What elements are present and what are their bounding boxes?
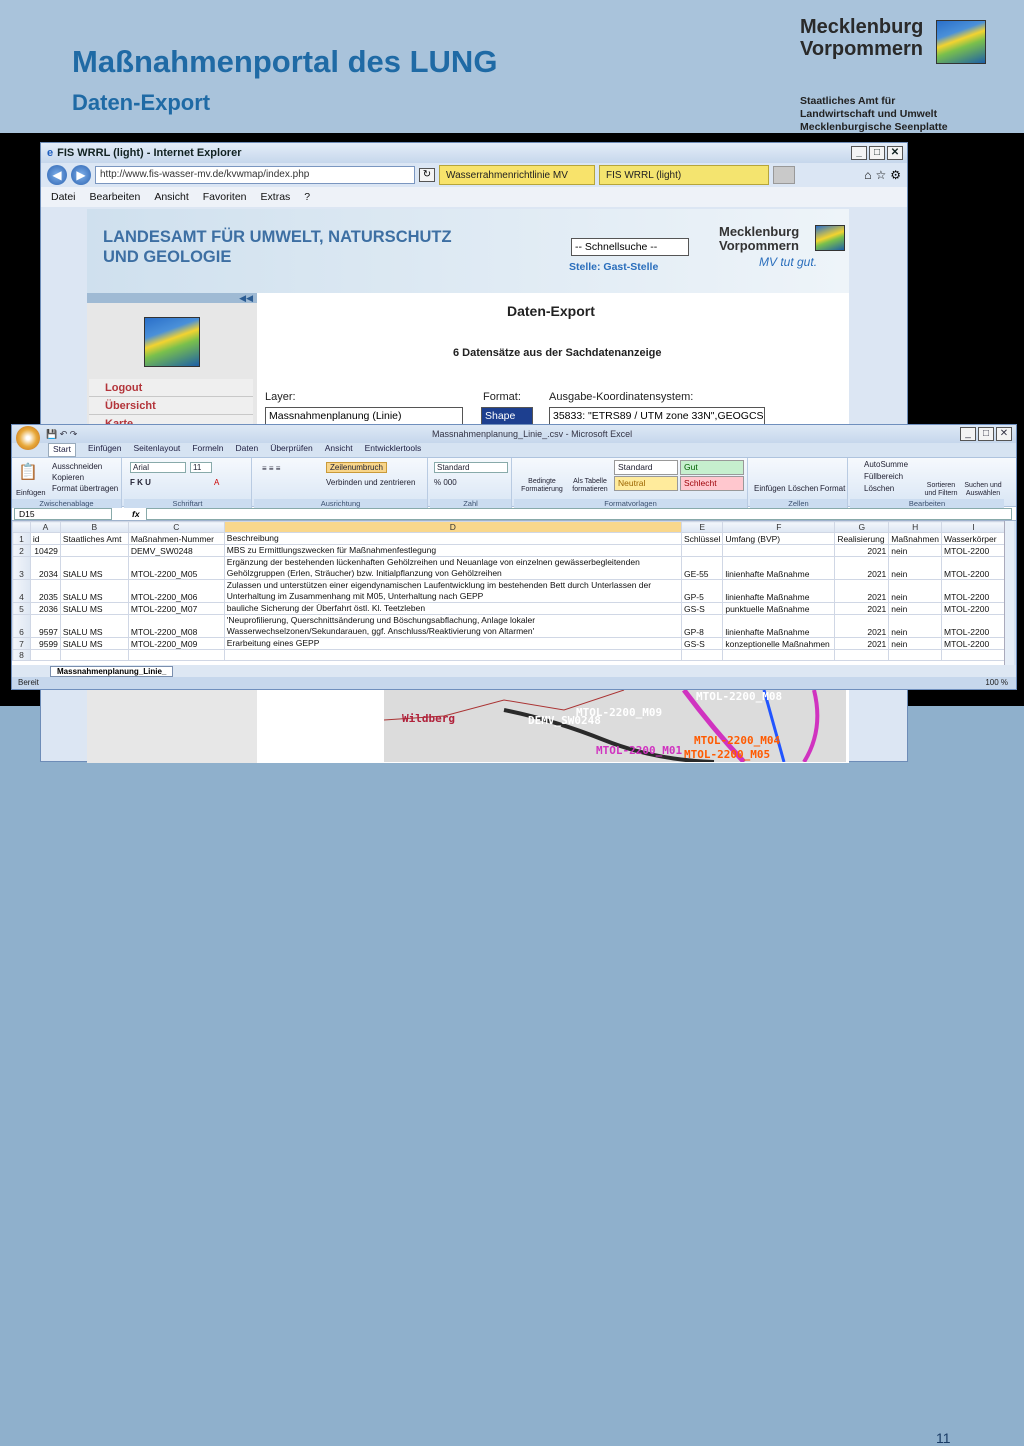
row-header[interactable]: 3 (13, 557, 31, 580)
sidebar-logo-icon (144, 317, 200, 367)
cells-label: Zellen (750, 499, 847, 508)
group-clipboard (12, 458, 122, 508)
col-header-h[interactable]: H (889, 522, 942, 533)
cell-h[interactable]: nein (889, 580, 942, 603)
back-icon[interactable]: ◀ (47, 165, 67, 185)
office-button[interactable] (16, 426, 40, 450)
percent-icon[interactable]: % 000 (434, 478, 457, 487)
cell-c[interactable] (128, 650, 224, 661)
cell-g[interactable]: 2021 (835, 580, 889, 603)
close-button[interactable]: ✕ (887, 146, 903, 160)
cell-a[interactable]: 10429 (30, 545, 60, 557)
minimize-button[interactable]: _ (851, 146, 867, 160)
tab-daten[interactable]: Daten (235, 443, 259, 453)
tab-ansicht[interactable]: Ansicht (324, 443, 353, 453)
number-label: Zahl (430, 499, 511, 508)
font-color-icon[interactable]: A (214, 478, 220, 487)
cell-a[interactable]: 9599 (30, 638, 60, 650)
cell-f[interactable]: linienhafte Maßnahme (723, 557, 835, 580)
cell-i[interactable]: MTOL-2200 (942, 603, 1006, 615)
tab-wrrl[interactable]: Wasserrahmenrichtlinie MV (439, 165, 595, 185)
col-header-f[interactable]: F (723, 522, 835, 533)
amt-line1: Staatliches Amt für (800, 95, 896, 107)
cell-h[interactable]: nein (889, 638, 942, 650)
cell-a[interactable]: 9597 (30, 615, 60, 638)
map-label-m09: MTOL-2200_M09 (576, 706, 663, 719)
clipboard-label: Zwischenablage (12, 499, 121, 508)
amt-text (800, 95, 948, 134)
format-select[interactable]: Shape (481, 407, 533, 425)
cell-e[interactable] (681, 545, 722, 557)
schnellsuche-select[interactable]: -- Schnellsuche -- (571, 238, 689, 256)
cell-h[interactable]: nein (889, 603, 942, 615)
cell-f[interactable]: linienhafte Maßnahme (723, 580, 835, 603)
col-header-i[interactable]: I (942, 522, 1006, 533)
ie-title: FIS WRRL (light) - Internet Explorer (57, 147, 242, 159)
map-label-m01: MTOL-2200_M01 (596, 744, 683, 757)
table-row (13, 557, 1006, 580)
style-standard[interactable]: Standard (614, 460, 678, 475)
home-icon[interactable]: ⌂ (864, 168, 872, 182)
layer-label: Layer: (265, 391, 296, 403)
font-size-select[interactable]: 11 (190, 462, 212, 473)
ie-menubar (41, 187, 907, 207)
mv-logo-line2: Vorpommern (800, 38, 923, 60)
slide-subtitle: Daten-Export (72, 90, 211, 115)
amt-line3: Mecklenburgische Seenplatte (800, 121, 948, 133)
cell-e[interactable]: Schlüssel (681, 533, 722, 545)
map-fragment (384, 690, 846, 762)
row-header[interactable]: 6 (13, 615, 31, 638)
cell-a[interactable]: id (30, 533, 60, 545)
cell-f[interactable] (723, 650, 835, 661)
lung-header (87, 209, 849, 293)
row-header[interactable]: 8 (13, 650, 31, 661)
sidebar-item-logout[interactable]: Logout (89, 379, 253, 397)
col-header-c[interactable]: C (128, 522, 224, 533)
group-alignment (254, 458, 428, 508)
sidebar-item-uebersicht[interactable]: Übersicht (89, 397, 253, 415)
cell-b[interactable] (60, 650, 128, 661)
cell-b[interactable] (60, 545, 128, 557)
cell-a[interactable] (30, 650, 60, 661)
font-name-select[interactable]: Arial (130, 462, 186, 473)
map-label-m04: MTOL-2200_M04 (694, 734, 781, 747)
select-all[interactable] (13, 522, 31, 533)
excel-close-button[interactable]: ✕ (996, 427, 1012, 441)
coord-label: Ausgabe-Koordinatensystem: (549, 391, 694, 403)
address-toolbar (41, 163, 907, 187)
table-row (13, 580, 1006, 603)
cell-e[interactable]: GS-S (681, 638, 722, 650)
tab-start[interactable]: Start (48, 443, 76, 457)
formula-bar (12, 507, 1016, 521)
export-count: 6 Datensätze aus der Sachdatenanzeige (453, 347, 662, 359)
sheet-tab[interactable]: Massnahmenplanung_Linie_ (50, 666, 173, 677)
cell-c[interactable]: DEMV_SW0248 (128, 545, 224, 557)
new-tab-button[interactable] (773, 166, 795, 184)
mv-logo-line1: Mecklenburg (800, 16, 924, 38)
cell-e[interactable]: GE-55 (681, 557, 722, 580)
menu-ansicht[interactable]: Ansicht (154, 191, 189, 203)
paste-icon[interactable]: 📋 (18, 464, 38, 481)
cut-button[interactable]: Ausschneiden (52, 462, 103, 471)
style-neutral[interactable]: Neutral (614, 476, 678, 491)
column-header-row (13, 522, 1006, 533)
ribbon (12, 457, 1016, 507)
zoom-level[interactable]: 100 % (985, 678, 1008, 687)
cell-e[interactable] (681, 650, 722, 661)
collapse-icon[interactable]: ◀◀ (87, 293, 257, 303)
menu-bearbeiten[interactable]: Bearbeiten (89, 191, 141, 203)
group-font (124, 458, 252, 508)
tab-fis-wrrl[interactable]: FIS WRRL (light) (599, 165, 769, 185)
cell-d[interactable]: bauliche Sicherung der Überfahrt östl. Kl. Teetzleben (224, 603, 681, 615)
forward-icon[interactable]: ▶ (71, 165, 91, 185)
table-row (13, 638, 1006, 650)
cell-b[interactable]: StALU MS (60, 580, 128, 603)
cell-h[interactable]: nein (889, 545, 942, 557)
refresh-icon[interactable]: ↻ (419, 168, 435, 182)
sort-filter-button[interactable]: Sortieren und Filtern (924, 482, 958, 497)
coord-select[interactable]: 35833: "ETRS89 / UTM zone 33N",GEOGCS (549, 407, 765, 425)
clear-button[interactable]: Löschen (864, 484, 895, 493)
cell-g[interactable]: 2021 (835, 545, 889, 557)
slogan: MV tut gut. (759, 255, 818, 269)
favorites-icon[interactable]: ☆ (875, 168, 887, 182)
cell-i[interactable]: MTOL-2200 (942, 557, 1006, 580)
sheet-tabs (12, 665, 1016, 677)
lung-logo: Mecklenburg Vorpommern (719, 224, 800, 253)
formula-input[interactable] (146, 508, 1012, 520)
cell-d[interactable]: Zulassen und unterstützen einer eigendynamischen Laufentwicklung im bestehenden Bett durch Unterlassen der Unterhaltung im Zusammenhang mit M05, Unterhaltung nach GEPP (224, 580, 681, 603)
ie-titlebar (41, 143, 907, 163)
cell-c[interactable]: MTOL-2200_M09 (128, 638, 224, 650)
cell-b[interactable]: StALU MS (60, 603, 128, 615)
group-editing (850, 458, 1004, 508)
cell-i[interactable]: MTOL-2200 (942, 580, 1006, 603)
tab-einfuegen[interactable]: Einfügen (87, 443, 122, 453)
format-cells-button[interactable]: Format (820, 484, 846, 493)
excel-maximize-button[interactable]: □ (978, 427, 994, 441)
slide-header (0, 0, 1024, 133)
stelle-label: Stelle: Gast-Stelle (569, 261, 659, 273)
cell-d[interactable]: Erarbeitung eines GEPP (224, 638, 681, 650)
cell-d[interactable] (224, 650, 681, 661)
cell-e[interactable]: GP-8 (681, 615, 722, 638)
cell-i[interactable]: MTOL-2200 (942, 545, 1006, 557)
vertical-scrollbar[interactable] (1004, 521, 1014, 665)
cell-d[interactable]: MBS zu Ermittlungszwecken für Maßnahmenfestlegung (224, 545, 681, 557)
tab-formeln[interactable]: Formeln (192, 443, 224, 453)
tab-entwicklertools[interactable]: Entwicklertools (364, 443, 422, 453)
lung-flag-icon (815, 225, 845, 251)
page-number: 11 (936, 1430, 951, 1446)
gear-icon[interactable]: ⚙ (890, 168, 901, 182)
cell-a[interactable]: 2036 (30, 603, 60, 615)
cell-f[interactable]: Umfang (BVP) (723, 533, 835, 545)
ribbon-tabs (12, 443, 1016, 457)
tab-seitenlayout[interactable]: Seitenlayout (133, 443, 181, 453)
menu-extras[interactable]: Extras (260, 191, 291, 203)
group-number (430, 458, 512, 508)
cell-g[interactable]: 2021 (835, 557, 889, 580)
address-input[interactable]: http://www.fis-wasser-mv.de/kvwmap/index.php (95, 166, 415, 184)
ie-icon: e (47, 147, 54, 159)
group-cells (750, 458, 848, 508)
slide-title: Maßnahmenportal des LUNG (72, 44, 498, 79)
cell-d[interactable]: Beschreibung (224, 533, 681, 545)
menu-datei[interactable]: Datei (51, 191, 76, 203)
style-schlecht[interactable]: Schlecht (680, 476, 744, 491)
map-label-wildberg: Wildberg (402, 712, 455, 725)
cell-h[interactable]: Maßnahmen (889, 533, 942, 545)
cell-a[interactable]: 2034 (30, 557, 60, 580)
cell-f[interactable]: konzeptionelle Maßnahmen (723, 638, 835, 650)
sheet-table (12, 521, 1006, 661)
format-as-table-button[interactable]: Als Tabelle formatieren (572, 478, 608, 493)
lung-title: LANDESAMT FÜR UMWELT, NATURSCHUTZ UND GEOLOGIE (103, 228, 452, 266)
cell-c[interactable]: MTOL-2200_M06 (128, 580, 224, 603)
map-label-m08: MTOL-2200_M08 (696, 690, 783, 703)
col-header-g[interactable]: G (835, 522, 889, 533)
fx-icon[interactable]: fx (132, 508, 140, 519)
paste-button[interactable]: Einfügen (16, 488, 46, 497)
excel-minimize-button[interactable]: _ (960, 427, 976, 441)
cell-g[interactable] (835, 650, 889, 661)
cell-i[interactable]: MTOL-2200 (942, 615, 1006, 638)
cell-h[interactable]: nein (889, 615, 942, 638)
layer-select[interactable]: Massnahmenplanung (Linie) (265, 407, 463, 425)
style-gut[interactable]: Gut (680, 460, 744, 475)
table-row (13, 533, 1006, 545)
cell-g[interactable]: 2021 (835, 638, 889, 650)
cell-e[interactable]: GS-S (681, 603, 722, 615)
font-label: Schriftart (124, 499, 251, 508)
cell-b[interactable]: StALU MS (60, 638, 128, 650)
cell-h[interactable]: nein (889, 557, 942, 580)
col-header-a[interactable]: A (30, 522, 60, 533)
row-header[interactable]: 4 (13, 580, 31, 603)
row-header[interactable]: 1 (13, 533, 31, 545)
find-select-button[interactable]: Suchen und Auswählen (964, 482, 1002, 497)
delete-cells-button[interactable]: Löschen (788, 484, 819, 493)
table-row (13, 603, 1006, 615)
cell-e[interactable]: GP-5 (681, 580, 722, 603)
map-label-demv: DEMV_SW0248 (528, 714, 601, 727)
excel-title: Massnahmenplanung_Linie_.csv - Microsoft Excel (432, 429, 633, 439)
styles-label: Formatvorlagen (514, 499, 747, 508)
name-box[interactable]: D15 (14, 508, 112, 520)
format-label: Format: (483, 391, 521, 403)
cell-i[interactable]: Wasserkörper (942, 533, 1006, 545)
cell-i[interactable]: MTOL-2200 (942, 638, 1006, 650)
cell-c[interactable]: MTOL-2200_M07 (128, 603, 224, 615)
row-header[interactable]: 5 (13, 603, 31, 615)
col-header-e[interactable]: E (681, 522, 722, 533)
col-header-d[interactable]: D (224, 522, 681, 533)
cell-g[interactable]: Realisierung (835, 533, 889, 545)
table-row (13, 545, 1006, 557)
mv-flag-icon (936, 20, 986, 64)
menu-help[interactable]: ? (304, 191, 311, 203)
format-painter-button[interactable]: Format übertragen (52, 484, 119, 493)
group-styles (514, 458, 748, 508)
cell-c[interactable]: Maßnahmen-Nummer (128, 533, 224, 545)
mv-logo (800, 16, 990, 76)
merge-center-button[interactable]: Verbinden und zentrieren (326, 478, 416, 487)
table-row (13, 650, 1006, 661)
cell-f[interactable]: punktuelle Maßnahme (723, 603, 835, 615)
quick-access-icons[interactable]: 💾 ↶ ↷ (46, 428, 78, 439)
excel-titlebar (12, 425, 1016, 443)
maximize-button[interactable]: □ (869, 146, 885, 160)
cell-c[interactable]: MTOL-2200_M08 (128, 615, 224, 638)
alignment-label: Ausrichtung (254, 499, 427, 508)
align-icons[interactable]: ≡ ≡ ≡ (262, 464, 281, 473)
cell-d[interactable]: Ergänzung der bestehenden lückenhaften Gehölzreihen und Neuanlage von einzelnen gewässerbegleitenden Gehölzgruppen (Erlen, Sträucher) bzw. Initialpflanzung von Gehölzreihen (224, 557, 681, 580)
conditional-format-button[interactable]: Bedingte Formatierung (521, 478, 563, 493)
cell-c[interactable]: MTOL-2200_M05 (128, 557, 224, 580)
row-header[interactable]: 7 (13, 638, 31, 650)
cell-a[interactable]: 2035 (30, 580, 60, 603)
sheet-grid (12, 521, 1006, 677)
menu-favoriten[interactable]: Favoriten (202, 191, 247, 203)
tab-ueberpruefen[interactable]: Überprüfen (270, 443, 313, 453)
insert-cells-button[interactable]: Einfügen (754, 484, 786, 493)
amt-line2: Landwirtschaft und Umwelt (800, 108, 938, 120)
fill-button[interactable]: Füllbereich (864, 472, 904, 481)
status-text: Bereit (18, 678, 39, 687)
cell-b[interactable]: Staatliches Amt (60, 533, 128, 545)
cell-f[interactable]: linienhafte Maßnahme (723, 615, 835, 638)
table-row (13, 615, 1006, 638)
cell-f[interactable] (723, 545, 835, 557)
cell-g[interactable]: 2021 (835, 603, 889, 615)
excel-window (11, 424, 1017, 690)
cell-h[interactable] (889, 650, 942, 661)
export-title: Daten-Export (507, 303, 595, 319)
cell-b[interactable]: StALU MS (60, 557, 128, 580)
bold-icon[interactable]: F K U (130, 478, 151, 487)
col-header-b[interactable]: B (60, 522, 128, 533)
wrap-text-button[interactable]: Zeilenumbruch (326, 462, 387, 473)
cell-g[interactable]: 2021 (835, 615, 889, 638)
map-label-m05: MTOL-2200_M05 (684, 748, 771, 761)
copy-button[interactable]: Kopieren (52, 473, 85, 482)
cell-b[interactable]: StALU MS (60, 615, 128, 638)
editing-label: Bearbeiten (850, 499, 1004, 508)
cell-i[interactable] (942, 650, 1006, 661)
number-format-select[interactable]: Standard (434, 462, 508, 473)
cell-d[interactable]: 'Neuprofilierung, Querschnittsänderung und Böschungsabflachung, Anlage lokaler Wasserwechselzonen/Sekundarauen, ggf. Anschluss/Reaktivierung von Altarmen' (224, 615, 681, 638)
row-header[interactable]: 2 (13, 545, 31, 557)
excel-statusbar (12, 677, 1016, 689)
autosum-button[interactable]: AutoSumme (864, 460, 909, 469)
